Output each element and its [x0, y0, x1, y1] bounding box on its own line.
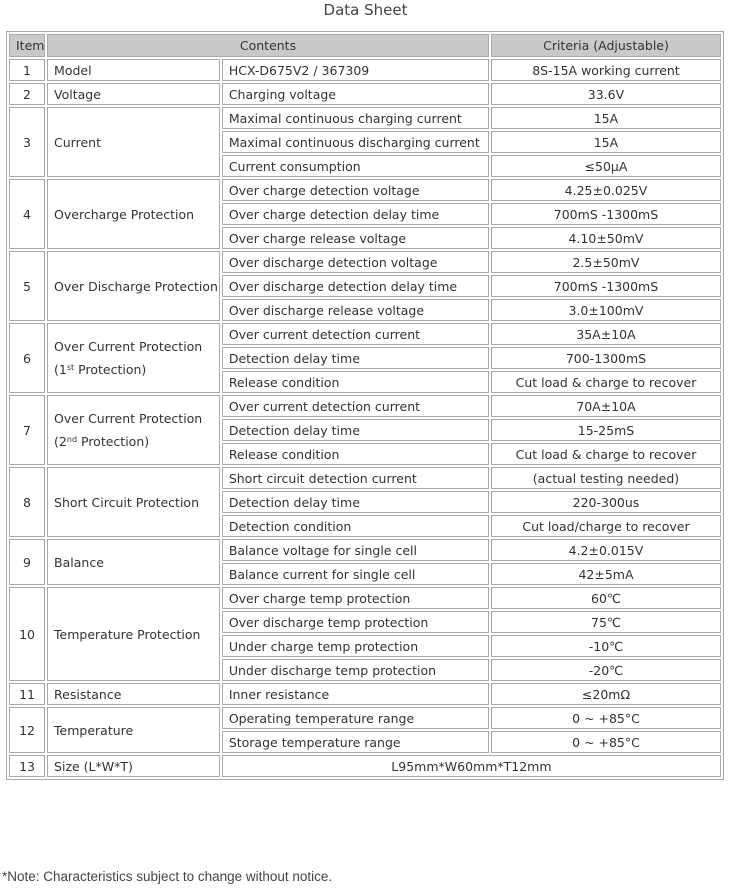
ordinal-superscript: nd [66, 435, 78, 444]
parameter-cell: Over current detection current [222, 323, 489, 345]
item-description-line: Over Current Protection [54, 339, 203, 354]
subline-suffix: Protection) [74, 362, 147, 377]
page-title: Data Sheet [323, 1, 408, 19]
table-body [9, 59, 721, 777]
criteria-cell: 4.10±50mV [491, 227, 721, 249]
data-sheet-table [6, 31, 724, 780]
item-number: 6 [9, 323, 45, 393]
item-number: 12 [9, 707, 45, 753]
parameter-cell: HCX-D675V2 / 367309 [222, 59, 489, 81]
criteria-cell: 42±5mA [491, 563, 721, 585]
item-number: 11 [9, 683, 45, 705]
criteria-cell: 15A [491, 107, 721, 129]
item-number: 10 [9, 587, 45, 681]
parameter-cell: Storage temperature range [222, 731, 489, 753]
criteria-cell: 70A±10A [491, 395, 721, 417]
criteria-cell: Cut load & charge to recover [491, 371, 721, 393]
criteria-cell: 60℃ [491, 587, 721, 609]
parameter-cell: Over discharge detection delay time [222, 275, 489, 297]
table-row [9, 467, 721, 489]
criteria-cell: 4.2±0.015V [491, 539, 721, 561]
criteria-cell: 35A±10A [491, 323, 721, 345]
parameter-cell: Operating temperature range [222, 707, 489, 729]
criteria-cell: 8S-15A working current [491, 59, 721, 81]
item-description: Balance [47, 539, 220, 585]
header-criteria: Criteria (Adjustable) [491, 34, 721, 57]
criteria-cell: (actual testing needed) [491, 467, 721, 489]
criteria-cell: -20℃ [491, 659, 721, 681]
criteria-cell: 2.5±50mV [491, 251, 721, 273]
criteria-cell: 4.25±0.025V [491, 179, 721, 201]
item-description: Voltage [47, 83, 220, 105]
parameter-cell: Over charge release voltage [222, 227, 489, 249]
item-number: 5 [9, 251, 45, 321]
criteria-cell: 220-300us [491, 491, 721, 513]
item-number: 4 [9, 179, 45, 249]
parameter-cell: Over charge detection delay time [222, 203, 489, 225]
criteria-cell: 75℃ [491, 611, 721, 633]
parameter-cell: Maximal continuous charging current [222, 107, 489, 129]
parameter-cell: Short circuit detection current [222, 467, 489, 489]
criteria-cell: 700mS -1300mS [491, 275, 721, 297]
item-number: 3 [9, 107, 45, 177]
criteria-cell: 0 ~ +85°C [491, 731, 721, 753]
item-description-subline [54, 429, 213, 452]
header-row [9, 34, 721, 57]
parameter-cell: Over charge temp protection [222, 587, 489, 609]
criteria-cell: 3.0±100mV [491, 299, 721, 321]
item-description: Current [47, 107, 220, 177]
parameter-cell: Over discharge release voltage [222, 299, 489, 321]
item-number: 9 [9, 539, 45, 585]
item-description: Size (L*W*T) [47, 755, 220, 777]
table-row [9, 683, 721, 705]
item-number: 2 [9, 83, 45, 105]
item-description: Temperature [47, 707, 220, 753]
table-row [9, 83, 721, 105]
item-description: Short Circuit Protection [47, 467, 220, 537]
subline-prefix: (2 [54, 434, 67, 449]
parameter-cell: Inner resistance [222, 683, 489, 705]
header-contents: Contents [47, 34, 489, 57]
table-row [9, 587, 721, 609]
criteria-cell: ≤20mΩ [491, 683, 721, 705]
table-row [9, 755, 721, 777]
table-row [9, 107, 721, 129]
parameter-cell: Under charge temp protection [222, 635, 489, 657]
criteria-cell: 15A [491, 131, 721, 153]
parameter-cell: Balance current for single cell [222, 563, 489, 585]
parameter-cell: Over charge detection voltage [222, 179, 489, 201]
table-row [9, 707, 721, 729]
criteria-cell: 700mS -1300mS [491, 203, 721, 225]
parameter-cell: Detection delay time [222, 347, 489, 369]
parameter-cell: Detection delay time [222, 419, 489, 441]
criteria-cell: Cut load/charge to recover [491, 515, 721, 537]
header-item: Item [9, 34, 45, 57]
parameter-cell: Detection delay time [222, 491, 489, 513]
criteria-cell: 15-25mS [491, 419, 721, 441]
item-description: Temperature Protection [47, 587, 220, 681]
table-row [9, 539, 721, 561]
parameter-cell: Release condition [222, 371, 489, 393]
item-description [47, 395, 220, 465]
criteria-cell: Cut load & charge to recover [491, 443, 721, 465]
item-number: 1 [9, 59, 45, 81]
parameter-cell: Maximal continuous discharging current [222, 131, 489, 153]
parameter-cell: Balance voltage for single cell [222, 539, 489, 561]
subline-prefix: (1 [54, 362, 67, 377]
item-description: Over Discharge Protection [47, 251, 220, 321]
criteria-cell: -10℃ [491, 635, 721, 657]
criteria-cell: 33.6V [491, 83, 721, 105]
subline-suffix: Protection) [77, 434, 150, 449]
table-row [9, 179, 721, 201]
item-description-subline [54, 357, 213, 380]
item-description [47, 323, 220, 393]
table-row [9, 59, 721, 81]
footnote: *Note: Characteristics subject to change without notice. [2, 869, 333, 884]
item-description: Resistance [47, 683, 220, 705]
parameter-cell: Current consumption [222, 155, 489, 177]
table-row [9, 251, 721, 273]
criteria-cell: ≤50μA [491, 155, 721, 177]
item-number: 13 [9, 755, 45, 777]
item-description-line: Over Current Protection [54, 411, 203, 426]
table-row [9, 323, 721, 345]
item-description: Overcharge Protection [47, 179, 220, 249]
parameter-cell: Detection condition [222, 515, 489, 537]
item-number: 8 [9, 467, 45, 537]
size-value-cell: L95mm*W60mm*T12mm [222, 755, 721, 777]
table-row [9, 395, 721, 417]
item-description: Model [47, 59, 220, 81]
parameter-cell: Over discharge temp protection [222, 611, 489, 633]
criteria-cell: 0 ~ +85°C [491, 707, 721, 729]
parameter-cell: Over current detection current [222, 395, 489, 417]
ordinal-superscript: st [66, 363, 75, 372]
item-number: 7 [9, 395, 45, 465]
criteria-cell: 700-1300mS [491, 347, 721, 369]
parameter-cell: Charging voltage [222, 83, 489, 105]
parameter-cell: Under discharge temp protection [222, 659, 489, 681]
parameter-cell: Release condition [222, 443, 489, 465]
parameter-cell: Over discharge detection voltage [222, 251, 489, 273]
